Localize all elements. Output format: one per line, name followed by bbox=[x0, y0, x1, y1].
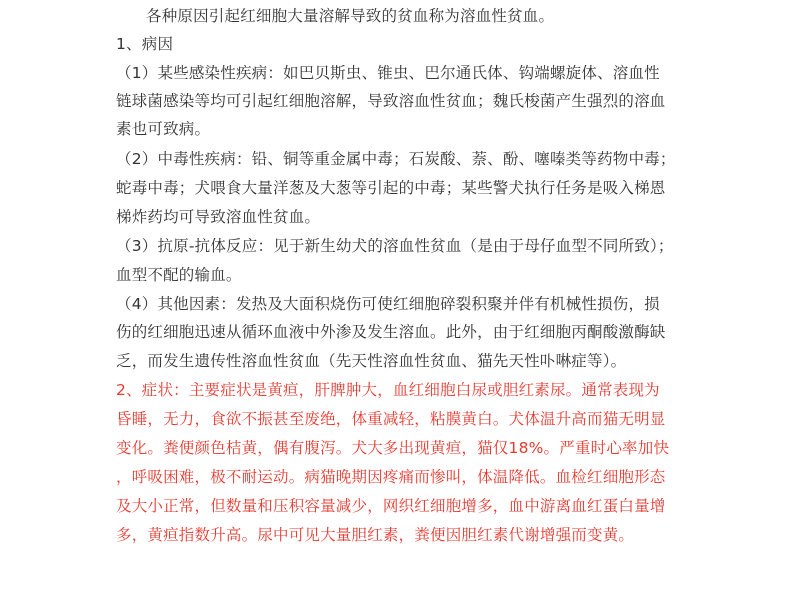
cause-4-line-3: 乏，而发生遗传性溶血性贫血（先天性溶血性贫血、猫先天性卟啉症等）。 bbox=[116, 352, 627, 370]
intro-paragraph: 各种原因引起红细胞大量溶解导致的贫血称为溶血性贫血。 bbox=[146, 7, 555, 25]
cause-1-line-3: 素也可致病。 bbox=[116, 120, 211, 138]
cause-1-line-1: （1）某些感染性疾病：如巴贝斯虫、锥虫、巴尔通氏体、钩端螺旋体、溶血性 bbox=[116, 64, 660, 82]
cause-2-line-1: （2）中毒性疾病：铅、铜等重金属中毒；石炭酸、萘、酚、噻嗪类等药物中毒； bbox=[116, 150, 676, 168]
cause-2-line-3: 梯炸药均可导致溶血性贫血。 bbox=[116, 208, 321, 226]
symptoms-line-5: 及大小正常，但数量和压积容量减少，网织红细胞增多，血中游离血红蛋白量增 bbox=[116, 497, 666, 515]
symptoms-line-3: 变化。粪便颜色桔黄，偶有腹泻。犬大多出现黄疸，猫仅18%。严重时心率加快 bbox=[116, 439, 670, 457]
cause-2-line-2: 蛇毒中毒；犬喂食大量洋葱及大葱等引起的中毒；某些警犬执行任务是吸入梯恩 bbox=[116, 179, 666, 197]
symptoms-line-6: 多，黄疸指数升高。尿中可见大量胆红素，粪便因胆红素代谢增强而变黄。 bbox=[116, 526, 635, 544]
symptoms-line-4: ，呼吸困难，极不耐运动。病猫晚期因疼痛而惨叫，体温降低。血检红细胞形态 bbox=[116, 468, 666, 486]
cause-4-line-2: 伤的红细胞迅速从循环血液中外渗及发生溶血。此外，由于红细胞丙酮酸激酶缺 bbox=[116, 323, 666, 341]
cause-4-line-1: （4）其他因素：发热及大面积烧伤可使红细胞碎裂积聚并伴有机械性损伤，损 bbox=[116, 295, 660, 313]
cause-3-line-1: （3）抗原-抗体反应：见于新生幼犬的溶血性贫血（是由于母仔血型不同所致）； bbox=[116, 237, 674, 255]
cause-1-line-2: 链球菌感染等均可引起红细胞溶解，导致溶血性贫血；魏氏梭菌产生强烈的溶血 bbox=[116, 92, 666, 110]
section-heading-causes: 1、病因 bbox=[116, 35, 174, 53]
symptoms-line-2: 昏睡，无力，食欲不振甚至废绝，体重减轻，粘膜黄白。犬体温升高而猫无明显 bbox=[116, 410, 666, 428]
symptoms-line-1: 2、症状：主要症状是黄疸，肝脾肿大，血红细胞白尿或胆红素尿。通常表现为 bbox=[116, 381, 660, 399]
cause-3-line-2: 血型不配的输血。 bbox=[116, 266, 242, 284]
